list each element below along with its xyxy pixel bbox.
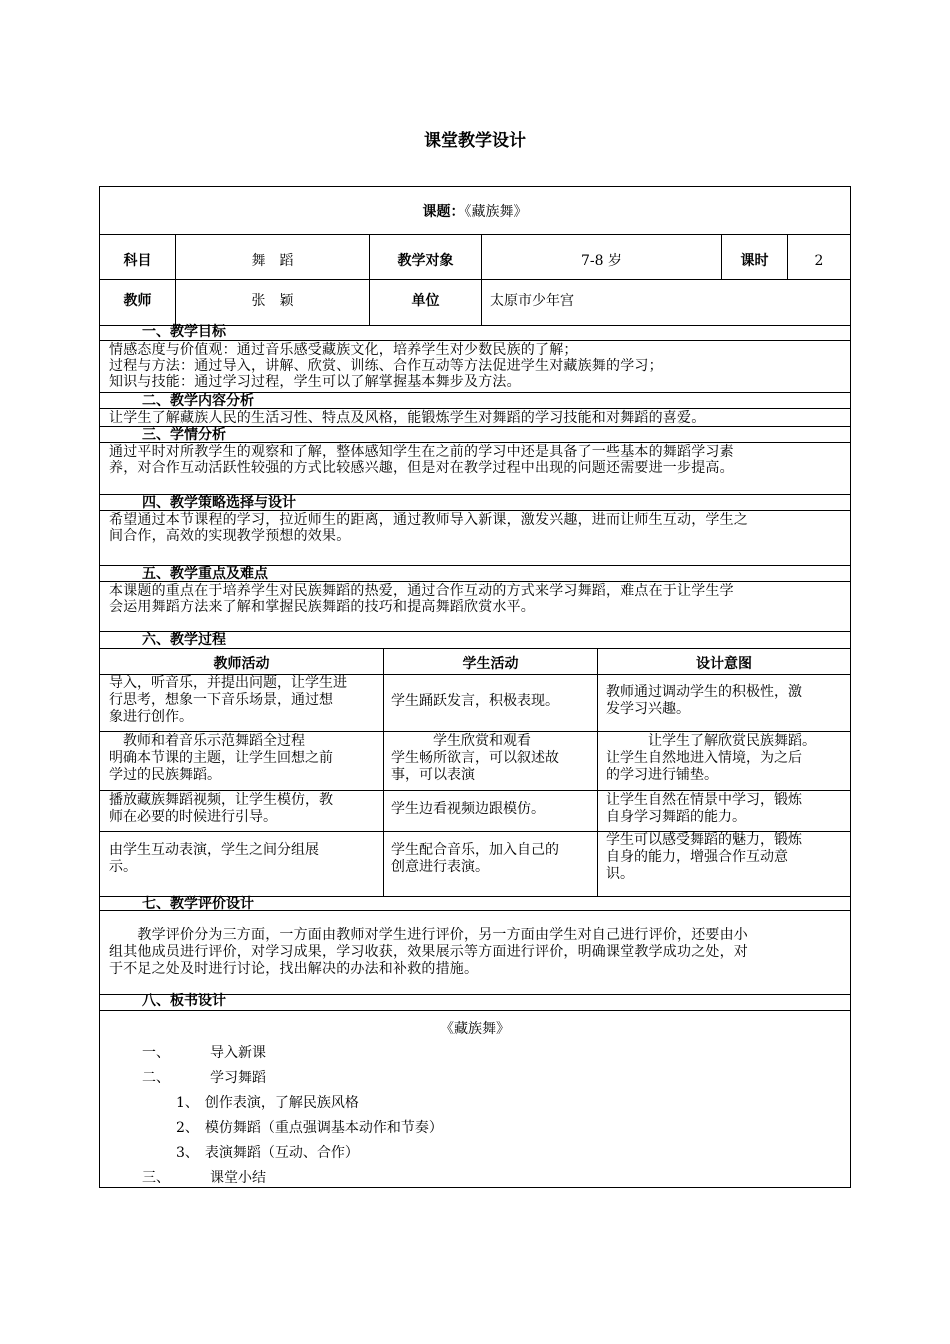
unit-value: 太原市少年宫: [490, 293, 574, 309]
process-col-intent: 设计意图: [696, 656, 752, 672]
lesson-plan-table: [99, 186, 851, 1188]
board-item-4-text: 模仿舞蹈（重点强调基本动作和节奏）: [204, 1120, 443, 1136]
hours-value: 2: [814, 253, 824, 269]
section-goals-heading: 一、教学目标: [142, 324, 226, 340]
process-row-4-intent: 学生可以感受舞蹈的魅力，锻炼 自身的能力，增强合作互动意 识。: [606, 832, 802, 882]
section-strategy-heading: 四、教学策略选择与设计: [142, 495, 296, 511]
hours-label: 课时: [740, 253, 769, 269]
unit-label: 单位: [411, 293, 440, 309]
board-item-5-text: 表演舞蹈（互动、合作）: [204, 1145, 359, 1161]
section-learners-heading: 三、学情分析: [142, 427, 226, 443]
topic-label: 课题：: [422, 204, 465, 220]
section-board-heading: 八、板书设计: [142, 993, 226, 1009]
process-row-4-teacher: 由学生互动表演，学生之间分组展 示。: [109, 842, 319, 875]
board-item-6-num: 三、: [142, 1170, 170, 1186]
target-label: 教学对象: [397, 253, 454, 269]
section-keypoints-heading: 五、教学重点及难点: [142, 566, 268, 582]
board-item-2-num: 二、: [142, 1070, 170, 1086]
page-title: 课堂教学设计: [424, 131, 526, 151]
process-row-1-student: 学生踊跃发言，积极表现。: [391, 693, 559, 709]
board-item-3-num: 1、: [176, 1095, 199, 1111]
subject-label: 科目: [123, 253, 152, 269]
section-evaluation-heading: 七、教学评价设计: [142, 896, 254, 912]
board-item-1-num: 一、: [142, 1045, 170, 1061]
board-item-4: [176, 1120, 443, 1136]
board-title: 《藏族舞》: [440, 1021, 510, 1037]
section-keypoints-text: 本课题的重点在于培养学生对民族舞蹈的热爱，通过合作互动的方式来学习舞蹈，难点在于让学生学 会运用舞蹈方法来了解和掌握民族舞蹈的技巧和提高舞蹈欣赏水平。: [109, 583, 734, 615]
board-item-1-text: 导入新课: [210, 1045, 266, 1061]
process-row-1-teacher: 导入，听音乐，并提出问题，让学生进 行思考，想象一下音乐场景，通过想 象进行创作。: [109, 675, 347, 725]
section-goals-text: 情感态度与价值观：通过音乐感受藏族文化，培养学生对少数民族的了解； 过程与方法：通过导入，讲解、欣赏、训练、合作互动等方法促进学生对藏族舞的学习； 知识与技能：通过学习过程，学生可以了解掌握基本舞步及方法。: [109, 342, 663, 390]
board-item-5-num: 3、: [176, 1145, 199, 1161]
section-process-heading: 六、教学过程: [142, 632, 226, 648]
board-item-2-text: 学习舞蹈: [210, 1070, 266, 1086]
topic-row: [100, 204, 850, 220]
process-row-2-student: 学生欣赏和观看 学生畅所欲言，可以叙述故 事，可以表演: [391, 733, 559, 783]
process-col-student: 学生活动: [462, 656, 519, 672]
board-item-4-num: 2、: [176, 1120, 199, 1136]
teacher-label: 教师: [123, 293, 152, 309]
section-content-text: 让学生了解藏族人民的生活习性、特点及风格，能锻炼学生对舞蹈的学习技能和对舞蹈的喜爱。: [109, 410, 706, 426]
board-item-3-text: 创作表演，了解民族风格: [204, 1095, 359, 1111]
section-strategy-text: 希望通过本节课程的学习，拉近师生的距离，通过教师导入新课，激发兴趣，进而让师生互动，学生之 间合作，高效的实现教学预想的效果。: [109, 512, 748, 544]
subject-value: 舞 蹈: [251, 253, 294, 269]
process-row-3-intent: 让学生自然在情景中学习，锻炼 自身学习舞蹈的能力。: [606, 792, 802, 825]
topic-value: 《藏族舞》: [464, 204, 528, 220]
board-item-6: [142, 1170, 266, 1186]
process-col-teacher: 教师活动: [213, 656, 270, 672]
section-learners-text: 通过平时对所教学生的观察和了解，整体感知学生在之前的学习中还是具备了一些基本的舞蹈学习素 养，对合作互动活跃性较强的方式比较感兴趣，但是对在教学过程中出现的问题还需要进一步提高。: [109, 444, 734, 476]
process-row-1-intent: 教师通过调动学生的积极性，激 发学习兴趣。: [606, 684, 802, 717]
board-item-2: [142, 1070, 266, 1086]
process-row-2-intent: 让学生了解欣赏民族舞蹈。 让学生自然地进入情境，为之后 的学习进行铺垫。: [606, 733, 816, 783]
board-item-3: [176, 1095, 359, 1111]
process-row-4-student: 学生配合音乐，加入自己的 创意进行表演。: [391, 842, 559, 875]
section-content-heading: 二、教学内容分析: [142, 393, 254, 409]
teacher-value: 张 颖: [251, 293, 294, 309]
process-row-3-teacher: 播放藏族舞蹈视频，让学生模仿，教 师在必要的时候进行引导。: [109, 792, 333, 825]
section-evaluation-text: 教学评价分为三方面，一方面由教师对学生进行评价，另一方面由学生对自己进行评价，还要由小 组其他成员进行评价，对学习成果，学习收获，效果展示等方面进行评价，明确课堂教学成功之处，对 于不足之处及时进行讨论，找出解决的办法和补救的措施。: [109, 927, 748, 977]
target-value: 7-8 岁: [581, 253, 622, 269]
process-row-2-teacher: 教师和着音乐示范舞蹈全过程 明确本节课的主题，让学生回想之前 学过的民族舞蹈。: [109, 733, 333, 783]
process-row-3-student: 学生边看视频边跟模仿。: [391, 801, 545, 817]
board-item-1: [142, 1045, 266, 1061]
board-item-5: [176, 1145, 359, 1161]
board-item-6-text: 课堂小结: [210, 1170, 266, 1186]
